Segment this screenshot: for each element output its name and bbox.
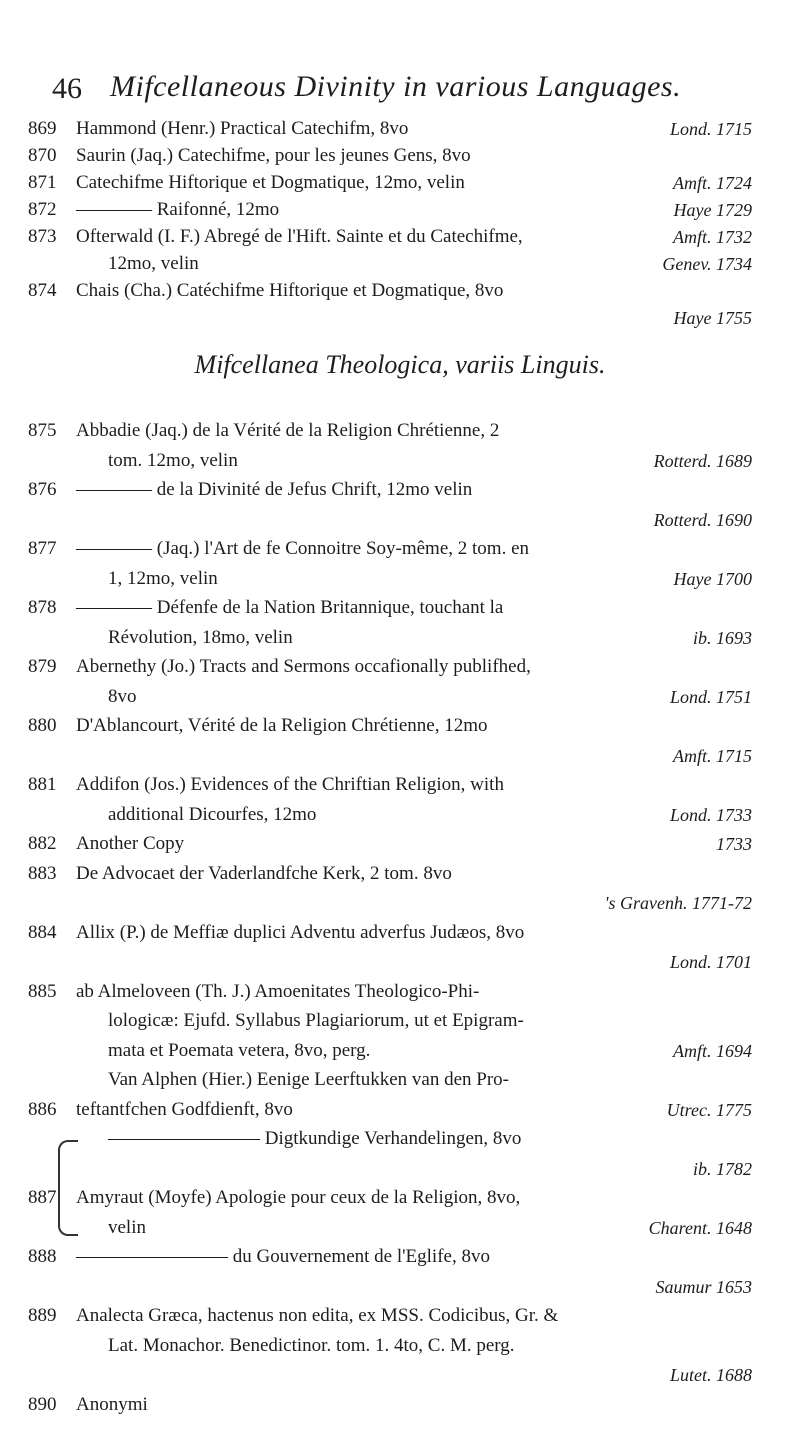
entry-text: Abbadie (Jaq.) de la Vérité de la Religion Chrétienne, 2 — [76, 420, 500, 441]
lot-number: 889 — [28, 1305, 57, 1326]
entry-text: Révolution, 18mo, velin — [108, 626, 293, 648]
imprint: Lond. 1701 — [669, 952, 752, 972]
imprint: Genev. 1734 — [662, 254, 752, 274]
entry-text: ———— (Jaq.) l'Art de fe Connoitre Soy-même, 2 tom. en — [76, 538, 530, 559]
imprint: Amft. 1732 — [673, 227, 752, 247]
entry-text: 12mo, velin — [108, 253, 199, 274]
imprint: 's Gravenh. 1771-72 — [604, 893, 752, 913]
imprint: Rotterd. 1689 — [653, 450, 752, 471]
entry-text: Abernethy (Jo.) Tracts and Sermons occafionally publifhed, — [76, 656, 531, 677]
imprint: ib. 1693 — [692, 627, 752, 648]
entry-text: Lat. Monachor. Benedictinor. tom. 1. 4to, C. M. perg. — [108, 1334, 515, 1356]
entry-text: Catechifme Hiftorique et Dogmatique, 12mo, velin — [76, 172, 465, 193]
lot-number: 876 — [28, 479, 57, 500]
lot-number: 872 — [28, 199, 57, 220]
imprint: Haye 1729 — [673, 200, 752, 220]
lot-number: 877 — [28, 538, 57, 559]
page-number: 46 — [52, 72, 82, 105]
entry-text: velin — [108, 1216, 146, 1238]
entry-text: Analecta Græca, hactenus non edita, ex MSS. Codicibus, Gr. & — [76, 1305, 559, 1326]
entry-text: Allix (P.) de Meffiæ duplici Adventu adverfus Judæos, 8vo — [76, 921, 525, 943]
imprint: Amft. 1724 — [673, 173, 752, 193]
lot-number: 883 — [28, 862, 57, 884]
lot-number: 873 — [28, 226, 57, 247]
entry-text: 1, 12mo, velin — [108, 567, 218, 589]
entry-text: ab Almeloveen (Th. J.) Amoenitates Theologico-Phi- — [76, 980, 480, 1002]
imprint: Saumur 1653 — [655, 1276, 752, 1297]
entry-text: teftantfchen Godfdienft, 8vo — [76, 1098, 293, 1120]
imprint: Lond. 1751 — [669, 686, 752, 707]
entry-text: ———————— du Gouvernement de l'Eglife, 8vo — [76, 1246, 490, 1267]
entry-text: Saurin (Jaq.) Catechifme, pour les jeunes Gens, 8vo — [76, 145, 471, 166]
imprint: Rotterd. 1690 — [653, 509, 752, 530]
imprint: Amft. 1715 — [673, 745, 752, 766]
imprint: Amft. 1694 — [673, 1040, 752, 1061]
imprint: Haye 1700 — [673, 568, 752, 589]
lot-number: 884 — [28, 921, 57, 943]
entry-text: additional Dicourfes, 12mo — [108, 803, 317, 825]
lot-number: 882 — [28, 833, 57, 854]
lot-number: 871 — [28, 172, 57, 193]
lot-number: 885 — [28, 980, 57, 1002]
lot-number: 874 — [28, 280, 57, 301]
running-title: Mifcellaneous Divinity in various Languages. — [110, 70, 682, 103]
entry-text: Amyraut (Moyfe) Apologie pour ceux de la Religion, 8vo, — [76, 1187, 521, 1208]
lot-number: 878 — [28, 597, 57, 618]
lot-number: 881 — [28, 774, 57, 795]
lot-number: 887 — [28, 1187, 57, 1208]
entry-text: 8vo — [108, 685, 137, 707]
entry-text: D'Ablancourt, Vérité de la Religion Chrétienne, 12mo — [76, 715, 488, 736]
entry-text: tom. 12mo, velin — [108, 449, 238, 471]
entry-text: Addifon (Jos.) Evidences of the Chriftian Religion, with — [76, 774, 504, 795]
section-title: Mifcellanea Theologica, variis Linguis. — [194, 350, 606, 379]
entry-text: mata et Poemata vetera, 8vo, perg. — [108, 1039, 371, 1061]
lot-number: 888 — [28, 1246, 57, 1267]
entry-text: Ofterwald (I. F.) Abregé de l'Hift. Sainte et du Catechifme, — [76, 226, 523, 247]
imprint: Charent. 1648 — [648, 1217, 752, 1238]
imprint: ib. 1782 — [692, 1158, 752, 1179]
imprint: Lond. 1715 — [669, 119, 752, 139]
entry-text: Anonymi — [76, 1393, 148, 1415]
entry-text: Hammond (Henr.) Practical Catechifm, 8vo — [76, 118, 409, 139]
entry-text: Another Copy — [76, 833, 185, 854]
entry-text: ———— de la Divinité de Jefus Chrift, 12mo velin — [76, 479, 473, 500]
imprint: Haye 1755 — [673, 308, 752, 328]
lot-number: 886 — [28, 1098, 57, 1120]
lot-number: 890 — [28, 1393, 57, 1415]
lot-number: 869 — [28, 118, 57, 139]
lot-number: 879 — [28, 656, 57, 677]
entry-text: ———————— Digtkundige Verhandelingen, 8vo — [108, 1128, 522, 1149]
imprint: Utrec. 1775 — [666, 1099, 752, 1120]
entry-text: ———— Défenfe de la Nation Britannique, touchant la — [76, 597, 504, 618]
entry-text: ———— Raifonné, 12mo — [76, 199, 280, 220]
entry-text: Chais (Cha.) Catéchifme Hiftorique et Dogmatique, 8vo — [76, 280, 504, 301]
lot-number: 875 — [28, 420, 57, 441]
imprint: Lutet. 1688 — [669, 1365, 752, 1385]
imprint: 1733 — [716, 834, 752, 854]
lot-number: 880 — [28, 715, 57, 736]
imprint: Lond. 1733 — [669, 804, 752, 825]
entry-text: De Advocaet der Vaderlandfche Kerk, 2 tom. 8vo — [76, 862, 452, 884]
lot-number: 870 — [28, 145, 57, 166]
entry-text: Van Alphen (Hier.) Eenige Leerftukken van den Pro- — [108, 1069, 509, 1090]
entry-text: lologicæ: Ejufd. Syllabus Plagiariorum, ut et Epigram- — [108, 1010, 524, 1031]
